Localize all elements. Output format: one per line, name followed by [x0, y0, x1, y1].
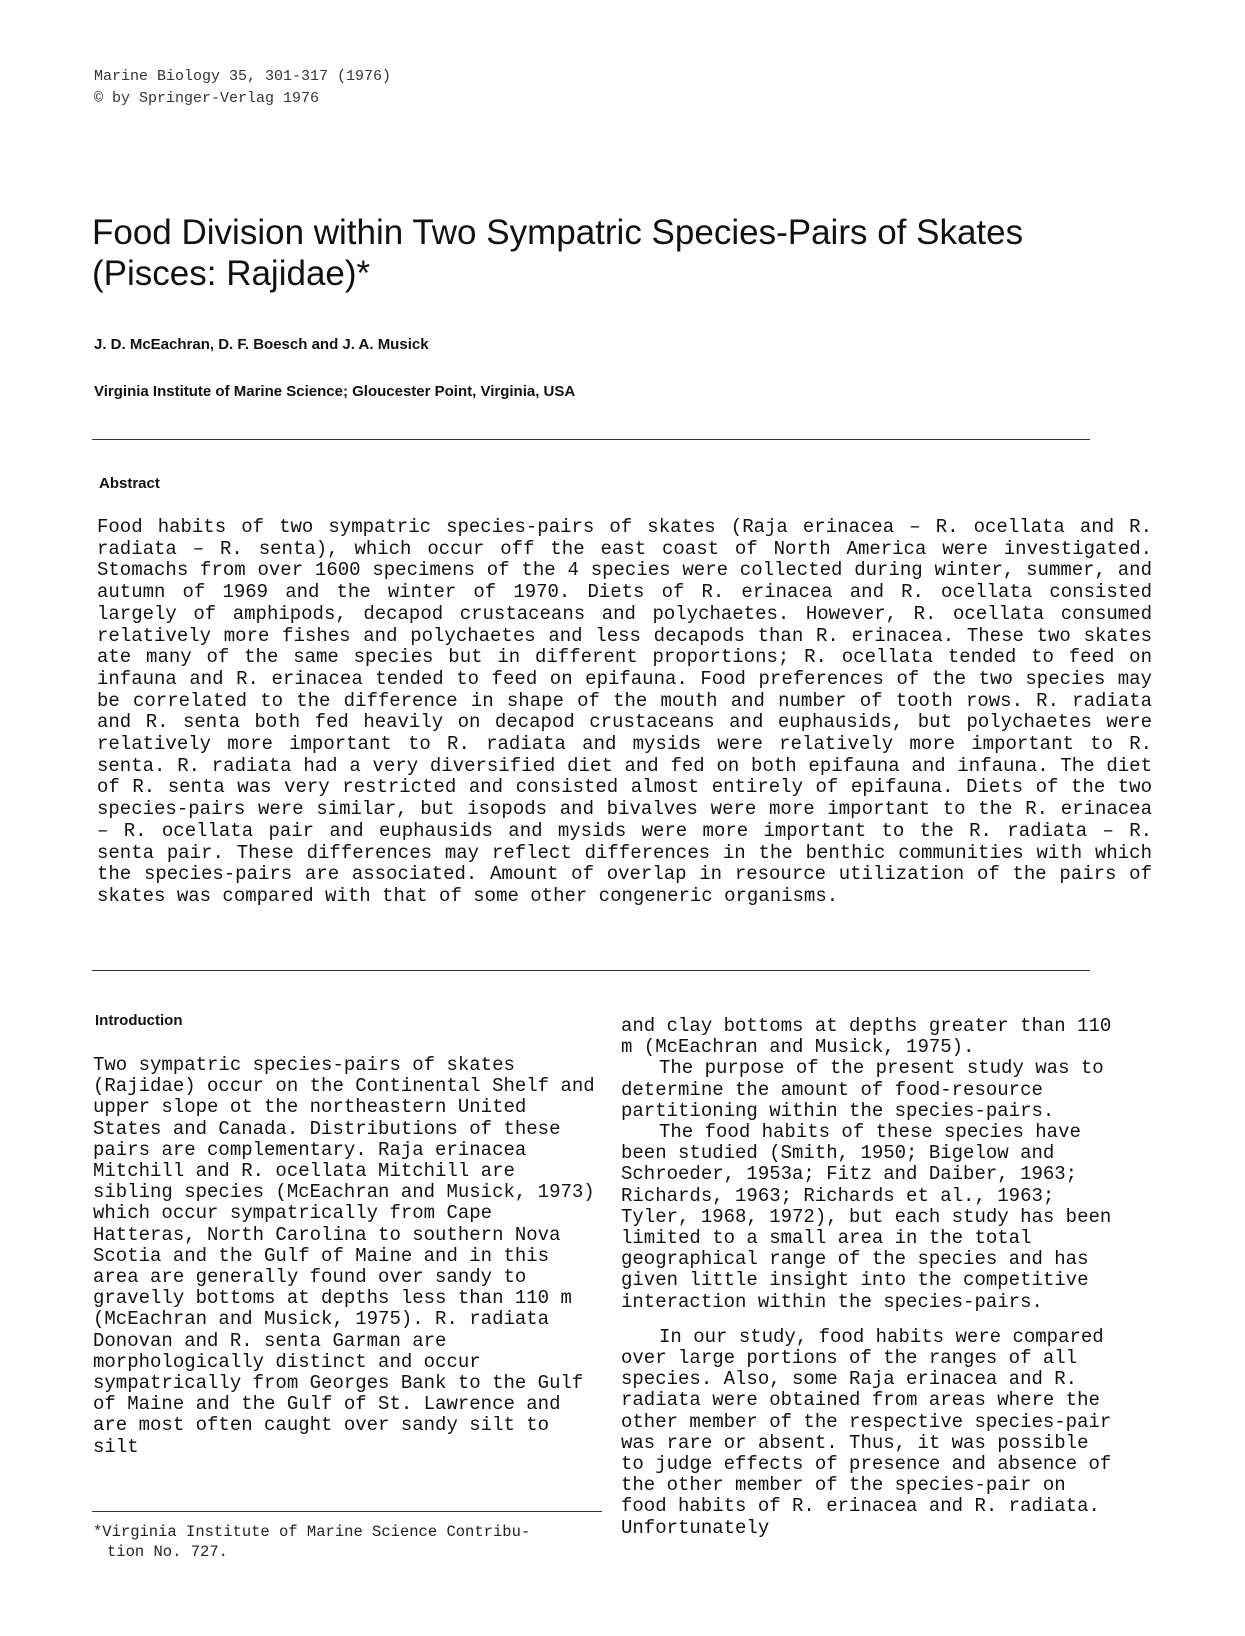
copyright-line: © by Springer-Verlag 1976: [94, 90, 320, 107]
footnote-line-2: tion No. 727.: [107, 1543, 228, 1561]
introduction-paragraph-3: The food habits of these species have been studied (Smith, 1950; Bigelow and Schroeder, 1953a; Fitz and Daiber, 1963; Richards, 1963; Richards et al., 1963; Tyler, 1968, 1972), but each study has been limited to a small area in the total geographical range of the species and has given little insight into the competitive interaction within the species-pairs.: [621, 1121, 1112, 1313]
abstract-top-rule: [92, 439, 1090, 440]
authors: J. D. McEachran, D. F. Boesch and J. A. Musick: [94, 336, 429, 353]
footnote-rule: [92, 1511, 602, 1512]
introduction-paragraph-1-continued: and clay bottoms at depths greater than 110 m (McEachran and Musick, 1975).: [621, 1015, 1112, 1059]
introduction-paragraph-1: Two sympatric species-pairs of skates (Rajidae) occur on the Continental Shelf and upper slope ot the northeastern United States and Canada. Distributions of these pairs are complementary. Raja erinacea Mitchill and R. ocellata Mitchill are sibling species (McEachran and Musick, 1973) which occur sympatrically from Cape Hatteras, North Carolina to southern Nova Scotia and the Gulf of Maine and in this area are generally found over sandy to gravelly bottoms at depths less than 110 m (McEachran and Musick, 1975). R. radiata Donovan and R. senta Garman are morphologically distinct and occur sympatrically from Georges Bank to the Gulf of Maine and the Gulf of St. Lawrence and are most often caught over sandy silt to silt: [93, 1054, 595, 1458]
introduction-right-column: [621, 1016, 1121, 1539]
journal-volume-line: Marine Biology 35, 301-317 (1976): [94, 68, 392, 85]
introduction-paragraph-4: In our study, food habits were compared over large portions of the ranges of all species. Also, some Raja erinacea and R. radiata were obtained from areas where the other member of the respective species-pair was rare or absent. Thus, it was possible to judge effects of presence and absence of the other member of the species-pair on food habits of R. erinacea and R. radiata. Unfortunately: [621, 1325, 1112, 1539]
abstract-bottom-rule: [92, 970, 1090, 971]
abstract-text: Food habits of two sympatric species-pairs of skates (Raja erinacea – R. ocellata and R. radiata – R. senta), which occur off the east coast of North America were investigated. Stomachs from over 1600 specimens of the 4 species were collected during winter, summer, and autumn of 1969 and the winter of 1970. Diets of R. erinacea and R. ocellata consisted largely of amphipods, decapod crustaceans and polychaetes. However, R. ocellata consumed relatively more fishes and polychaetes and less decapods than R. erinacea. These two skates ate many of the same species but in different proportions; R. ocellata tended to feed on infauna and R. erinacea tended to feed on epifauna. Food preferences of the two species may be correlated to the difference in shape of the mouth and number of tooth rows. R. radiata and R. senta both fed heavily on decapod crustaceans and euphausids, but polychaetes were relatively more important to R. radiata and mysids were relatively more important to R. senta. R. radiata had a very diversified diet and fed on both epifauna and infauna. The diet of R. senta was very restricted and consisted almost entirely of epifauna. Diets of the two species-pairs were similar, but isopods and bivalves were more important to the R. erinacea – R. ocellata pair and euphausids and mysids were more important to the R. radiata – R. senta pair. These differences may reflect differences in the benthic communities with which the species-pairs are associated. Amount of overlap in resource utilization of the pairs of skates was compared with that of some other congeneric organisms.: [97, 516, 1152, 907]
footnote: [93, 1522, 613, 1562]
paper-title: Food Division within Two Sympatric Species-Pairs of Skates (Pisces: Rajidae)*: [92, 213, 1024, 293]
introduction-left-column: [93, 1055, 605, 1458]
introduction-heading: Introduction: [95, 1012, 183, 1029]
footnote-line-1: *Virginia Institute of Marine Science Contribu-: [93, 1523, 531, 1541]
journal-citation: [94, 66, 391, 110]
affiliation: Virginia Institute of Marine Science; Gloucester Point, Virginia, USA: [94, 383, 576, 400]
abstract-heading: Abstract: [99, 475, 160, 492]
introduction-paragraph-2: The purpose of the present study was to determine the amount of food-resource partitioning within the species-pairs.: [621, 1057, 1104, 1122]
